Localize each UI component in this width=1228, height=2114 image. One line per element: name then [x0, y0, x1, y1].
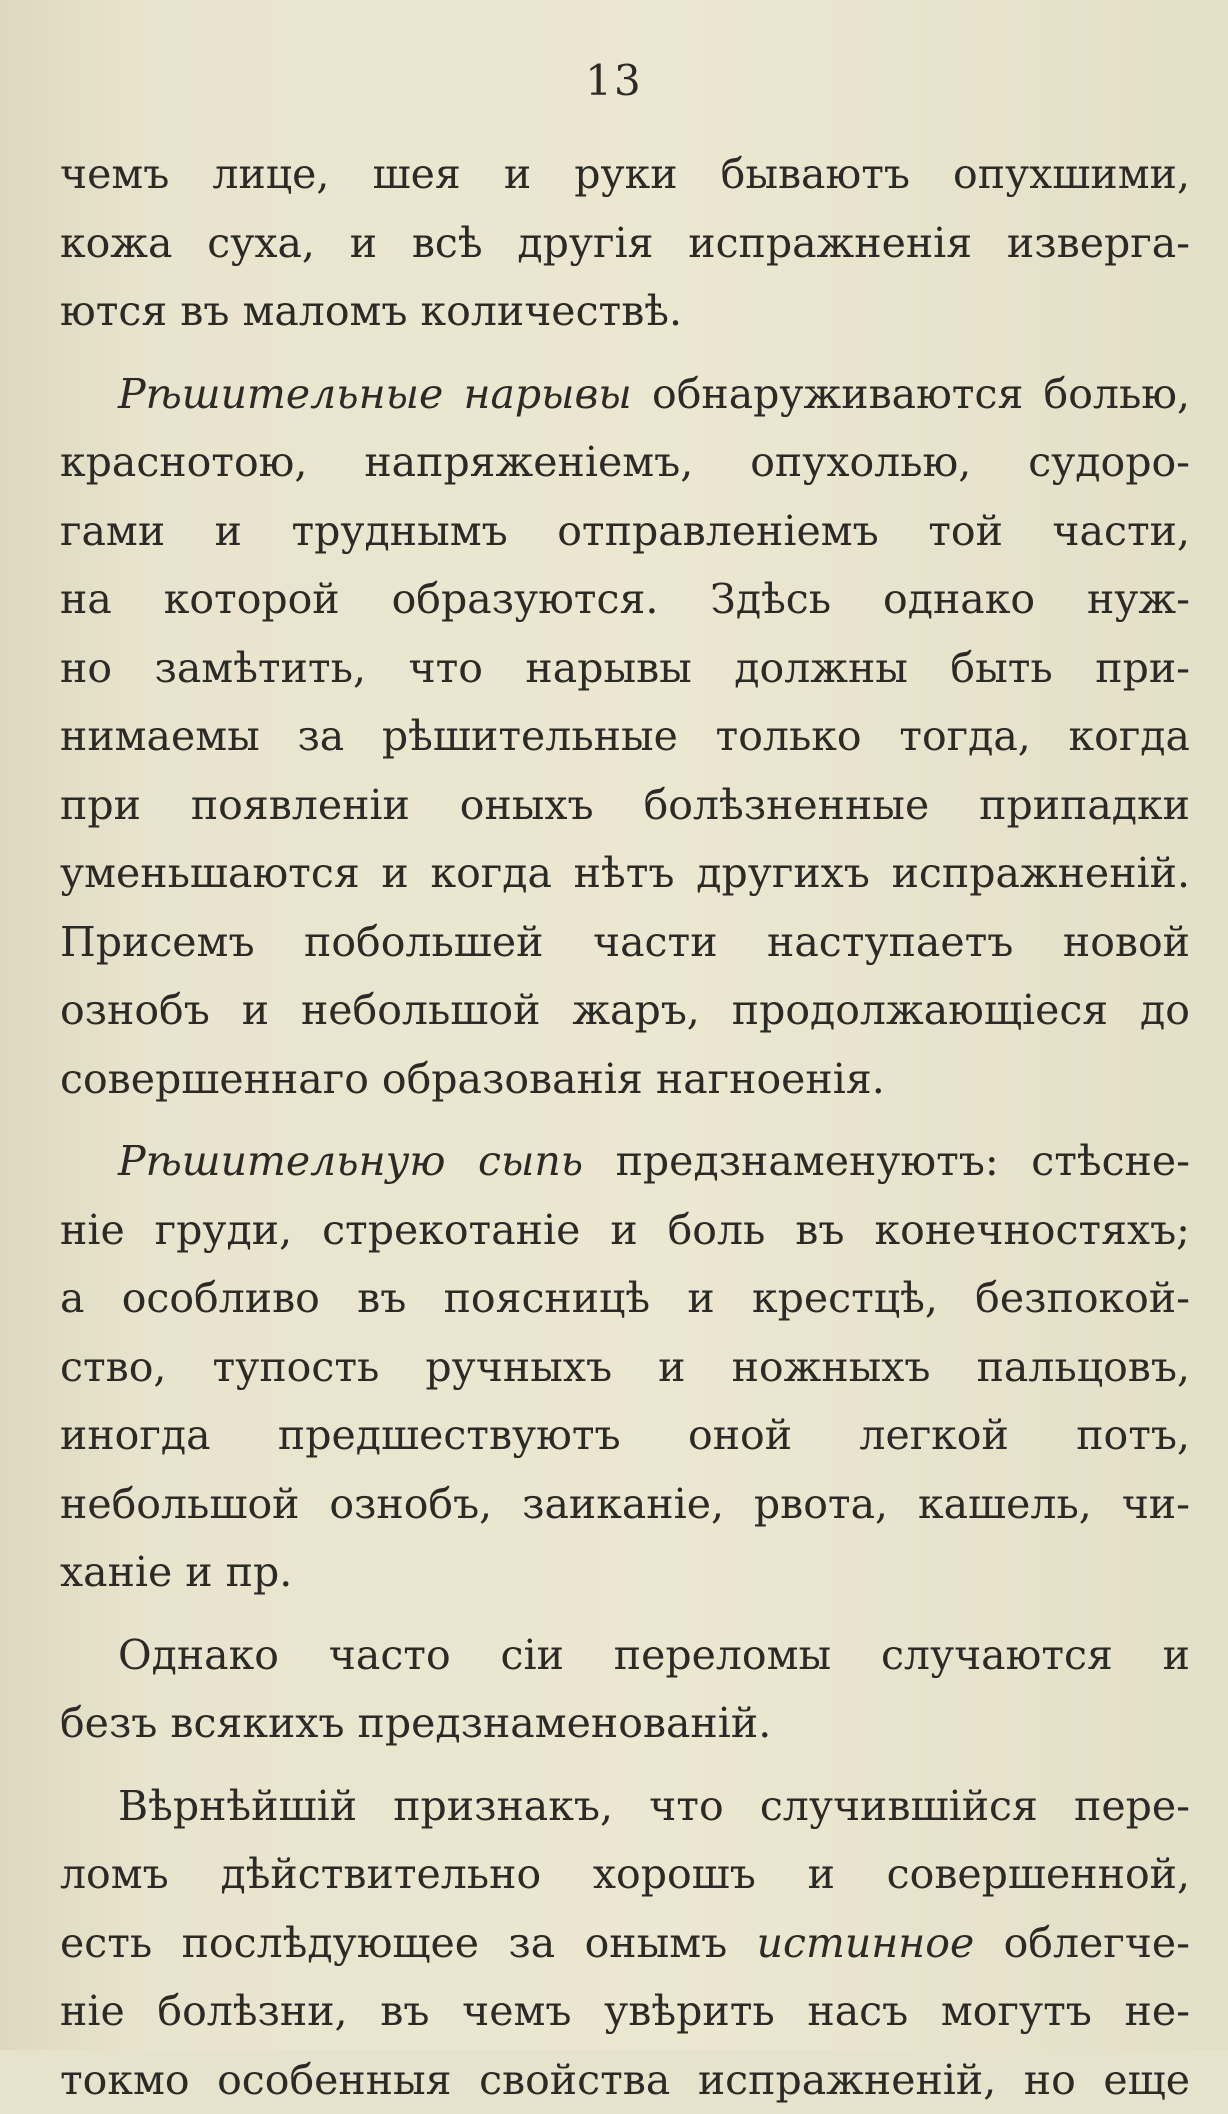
- text-line: [60, 277, 1190, 346]
- text-line: [60, 1689, 1190, 1758]
- text-segment: предзнаменуютъ: стѣсне-: [583, 1137, 1190, 1185]
- text-line: [60, 839, 1190, 908]
- text-line: [60, 1621, 1190, 1690]
- text-line: [60, 908, 1190, 977]
- text-segment: при появленіи оныхъ болѣзненные припадки: [60, 781, 1190, 829]
- italic-term: истинное: [757, 1919, 975, 1967]
- text-segment: небольшой ознобъ, заиканіе, рвота, кашель, чи-: [60, 1480, 1190, 1528]
- text-line: [60, 209, 1190, 278]
- italic-term: Рѣшительную сыпь: [118, 1137, 583, 1185]
- paragraph: [60, 1621, 1190, 1758]
- text-segment: Однако часто сіи переломы случаются и: [118, 1631, 1190, 1679]
- text-segment: Вѣрнѣйшій признакъ, что случившійся пере-: [118, 1782, 1190, 1830]
- text-line: [60, 565, 1190, 634]
- text-segment: токмо особенныя свойства испражненій, но еще: [60, 2056, 1190, 2104]
- text-segment: облегче-: [974, 1919, 1190, 1967]
- text-line: [60, 1127, 1190, 1196]
- text-segment: есть послѣдующее за онымъ: [60, 1919, 757, 1967]
- text-segment: Присемъ побольшей части наступаетъ новой: [60, 918, 1190, 966]
- text-segment: а особливо въ поясницѣ и крестцѣ, безпокой-: [60, 1274, 1190, 1322]
- text-segment: ніе груди, стрекотаніе и боль въ конечностяхъ;: [60, 1206, 1190, 1254]
- text-segment: но замѣтить, что нарывы должны быть при-: [60, 644, 1190, 692]
- text-segment: безъ всякихъ предзнаменованій.: [60, 1699, 771, 1747]
- paragraph: [60, 140, 1190, 346]
- text-segment: ство, тупость ручныхъ и ножныхъ пальцовъ,: [60, 1343, 1190, 1391]
- text-segment: ніе болѣзни, въ чемъ увѣрить насъ могутъ не-: [60, 1987, 1190, 2035]
- text-line: [60, 360, 1190, 429]
- text-segment: ознобъ и небольшой жаръ, продолжающіеся до: [60, 986, 1190, 1034]
- text-line: [60, 1470, 1190, 1539]
- text-segment: уменьшаются и когда нѣтъ другихъ испражненій.: [60, 849, 1190, 897]
- text-segment: иногда предшествуютъ оной легкой потъ,: [60, 1411, 1190, 1459]
- paragraph: [60, 1772, 1190, 2114]
- text-line: [60, 1840, 1190, 1909]
- text-line: [60, 497, 1190, 566]
- text-line: [60, 1264, 1190, 1333]
- text-segment: ются въ маломъ количествѣ.: [60, 287, 682, 335]
- text-segment: кожа суха, и всѣ другія испражненія изверга-: [60, 219, 1190, 267]
- italic-term: Рѣшительные нарывы: [118, 370, 632, 418]
- text-line: [60, 702, 1190, 771]
- text-segment: ханіе и пр.: [60, 1548, 292, 1596]
- text-segment: краснотою, напряженіемъ, опухолью, судоро-: [60, 438, 1190, 486]
- paragraph: [60, 360, 1190, 1114]
- text-line: [60, 2046, 1190, 2114]
- text-segment: на которой образуются. Здѣсь однако нуж-: [60, 575, 1190, 623]
- page-number: 13: [0, 56, 1228, 105]
- text-segment: гами и труднымъ отправленіемъ той части,: [60, 507, 1190, 555]
- text-line: [60, 1977, 1190, 2046]
- text-line: [60, 1909, 1190, 1978]
- paragraph: [60, 1127, 1190, 1607]
- text-segment: обнаруживаются болью,: [632, 370, 1190, 418]
- text-line: [60, 428, 1190, 497]
- text-line: [60, 1196, 1190, 1265]
- text-segment: нимаемы за рѣшительные только тогда, когда: [60, 712, 1190, 760]
- text-segment: совершеннаго образованія нагноенія.: [60, 1055, 885, 1103]
- text-line: [60, 634, 1190, 703]
- text-line: [60, 1045, 1190, 1114]
- text-line: [60, 771, 1190, 840]
- text-line: [60, 1401, 1190, 1470]
- text-line: [60, 140, 1190, 209]
- text-segment: чемъ лице, шея и руки бываютъ опухшими,: [60, 150, 1190, 198]
- text-line: [60, 1772, 1190, 1841]
- page-body: [60, 140, 1190, 2114]
- text-segment: ломъ дѣйствительно хорошъ и совершенной,: [60, 1850, 1190, 1898]
- text-line: [60, 1538, 1190, 1607]
- text-line: [60, 1333, 1190, 1402]
- text-line: [60, 976, 1190, 1045]
